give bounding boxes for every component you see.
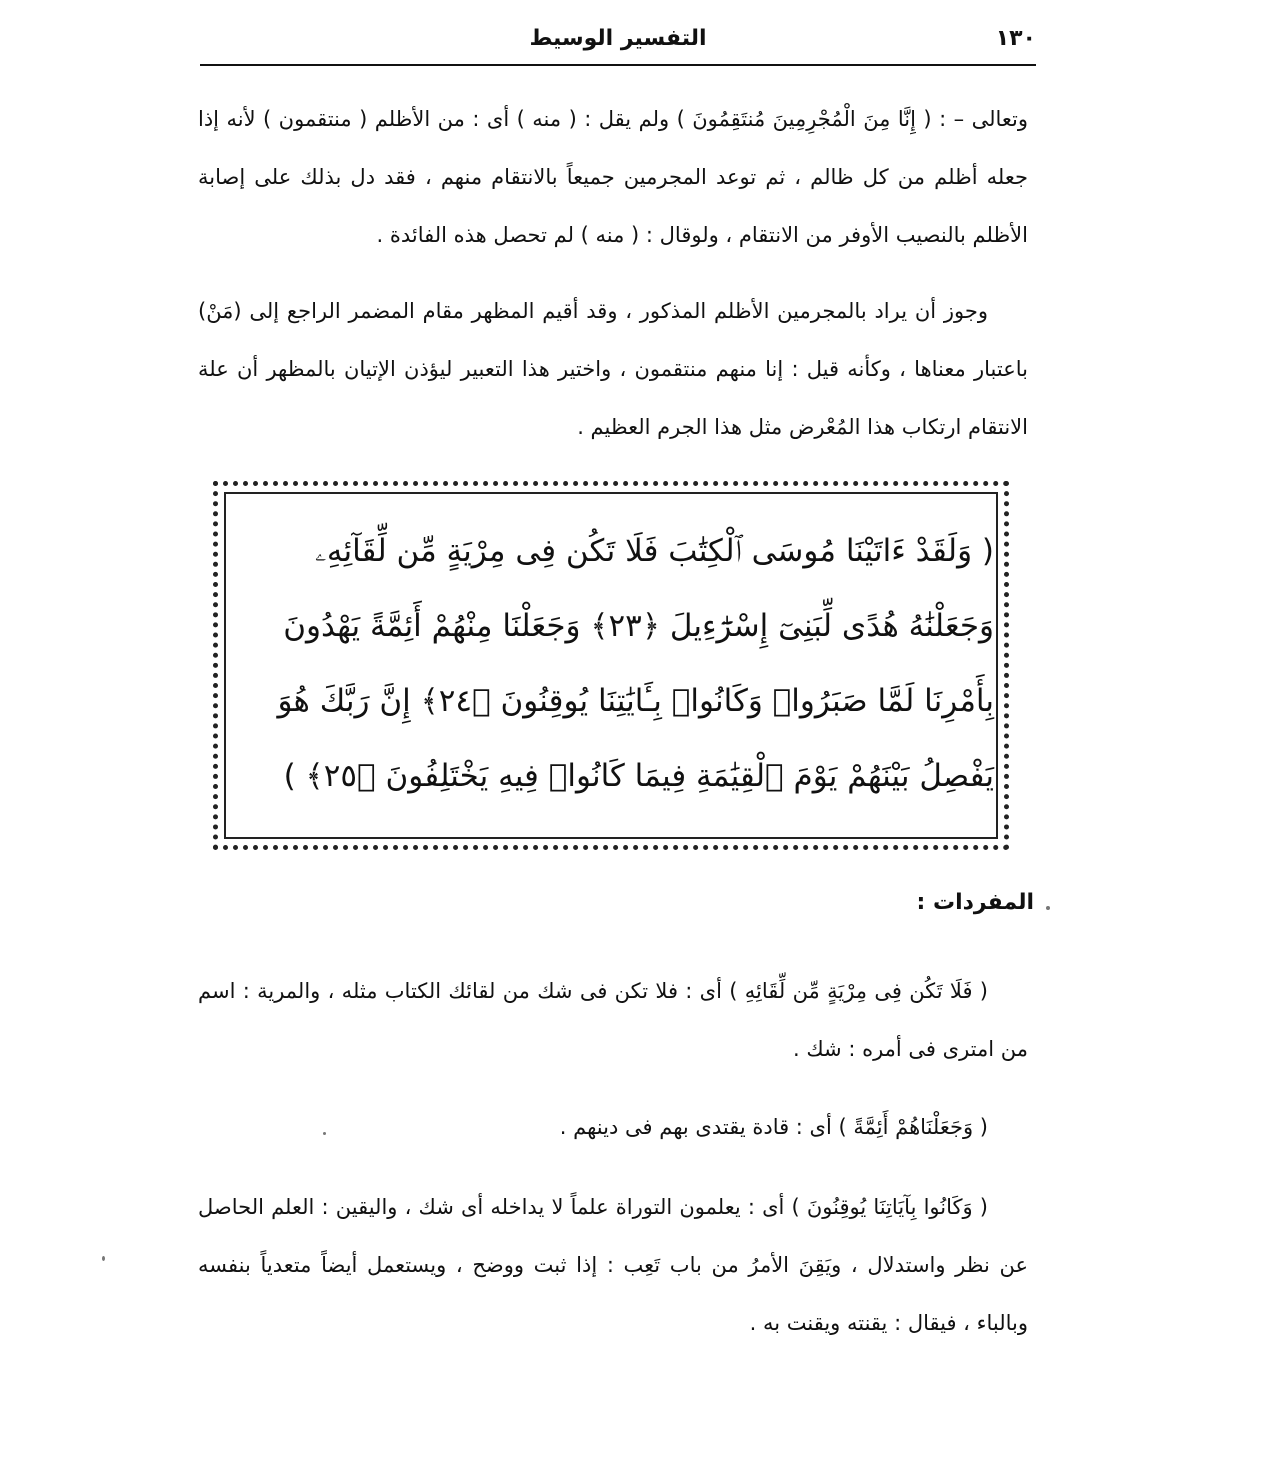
scan-speck [102, 1256, 105, 1261]
quran-line-1: ( وَلَقَدْ ءَاتَيْنَا مُوسَى ٱلْكِتَٰبَ فَلَا تَكُن فِى مِرْيَةٍ مِّن لِّقَآئِهِۦ [315, 533, 994, 569]
vocabulary-entry-1: ( فَلَا تَكُن فِى مِرْيَةٍ مِّن لِّقَائِهِ ) أى : فلا تكن فى شك من لقائك الكتاب مثله ، والمرية : اسم من امترى فى أمره : شك . [198, 979, 1028, 1061]
vocabulary-entry-3: ( وَكَانُوا بِآيَاتِنَا يُوقِنُونَ ) أى : يعلمون التوراة علماً لا يداخله أى شك ، واليقين : العلم الحاصل عن نظر واستدلال ، ويَقِنَ الأمرُ من باب تَعِب : إذا ثبت ووضح ، ويستعمل أيضاً متعدياً بنفسه وبالباء ، فيقال : يقنته ويقنت به . [198, 1195, 1028, 1335]
page-header [200, 22, 1036, 62]
vocabulary-entry-2: ( وَجَعَلْنَاهُمْ أَئِمَّةً ) أى : قادة يقتدى بهم فى دينهم . [559, 1115, 988, 1139]
quran-line-2: وَجَعَلْنَٰهُ هُدًى لِّبَنِىٓ إِسْرَٰٓءِيلَ ﴿٢٣﴾ وَجَعَلْنَا مِنْهُمْ أَئِمَّةً يَهْدُونَ [283, 608, 994, 644]
header-rule [200, 64, 1036, 66]
vocabulary-heading: المفردات : [916, 890, 1034, 915]
quran-line-3: بِأَمْرِنَا لَمَّا صَبَرُوا۟ وَكَانُوا۟ بِـَٔايَٰتِنَا يُوقِنُونَ ﴿٢٤﴾ إِنَّ رَبَّكَ هُوَ [277, 683, 994, 719]
scan-speck [1046, 906, 1050, 910]
body-paragraph-1: وتعالى – : ( إِنَّا مِنَ الْمُجْرِمِينَ مُنتَقِمُونَ ) ولم يقل : ( منه ) أى : من الأظلم ( منتقمون ) لأنه إذا جعله أظلم من كل ظالم ، ثم توعد المجرمين جميعاً بالانتقام منهم ، فقد دل بذلك على إصابة الأظلم بالنصيب الأوفر من الانتقام ، ولوقال : ( منه ) لم تحصل هذه الفائدة . [198, 107, 1028, 247]
quran-verse-text [228, 514, 994, 824]
running-title: التفسير الوسيط [529, 26, 707, 51]
page-number: ١٣٠ [995, 26, 1036, 51]
quran-line-4: يَفْصِلُ بَيْنَهُمْ يَوْمَ ٱلْقِيَٰمَةِ فِيمَا كَانُوا۟ فِيهِ يَخْتَلِفُونَ ﴿٢٥﴾ ) [283, 758, 994, 794]
body-paragraph-2: وجوز أن يراد بالمجرمين الأظلم المذكور ، وقد أقيم المظهر مقام المضمر الراجع إلى (مَنْ) باعتبار معناها ، وكأنه قيل : إنا منهم منتقمون ، واختير هذا التعبير ليؤذن الإتيان بالمظهر أن علة الانتقام ارتكاب هذا المُعْرض مثل هذا الجرم العظيم . [198, 299, 1028, 439]
scan-speck [323, 1132, 326, 1135]
